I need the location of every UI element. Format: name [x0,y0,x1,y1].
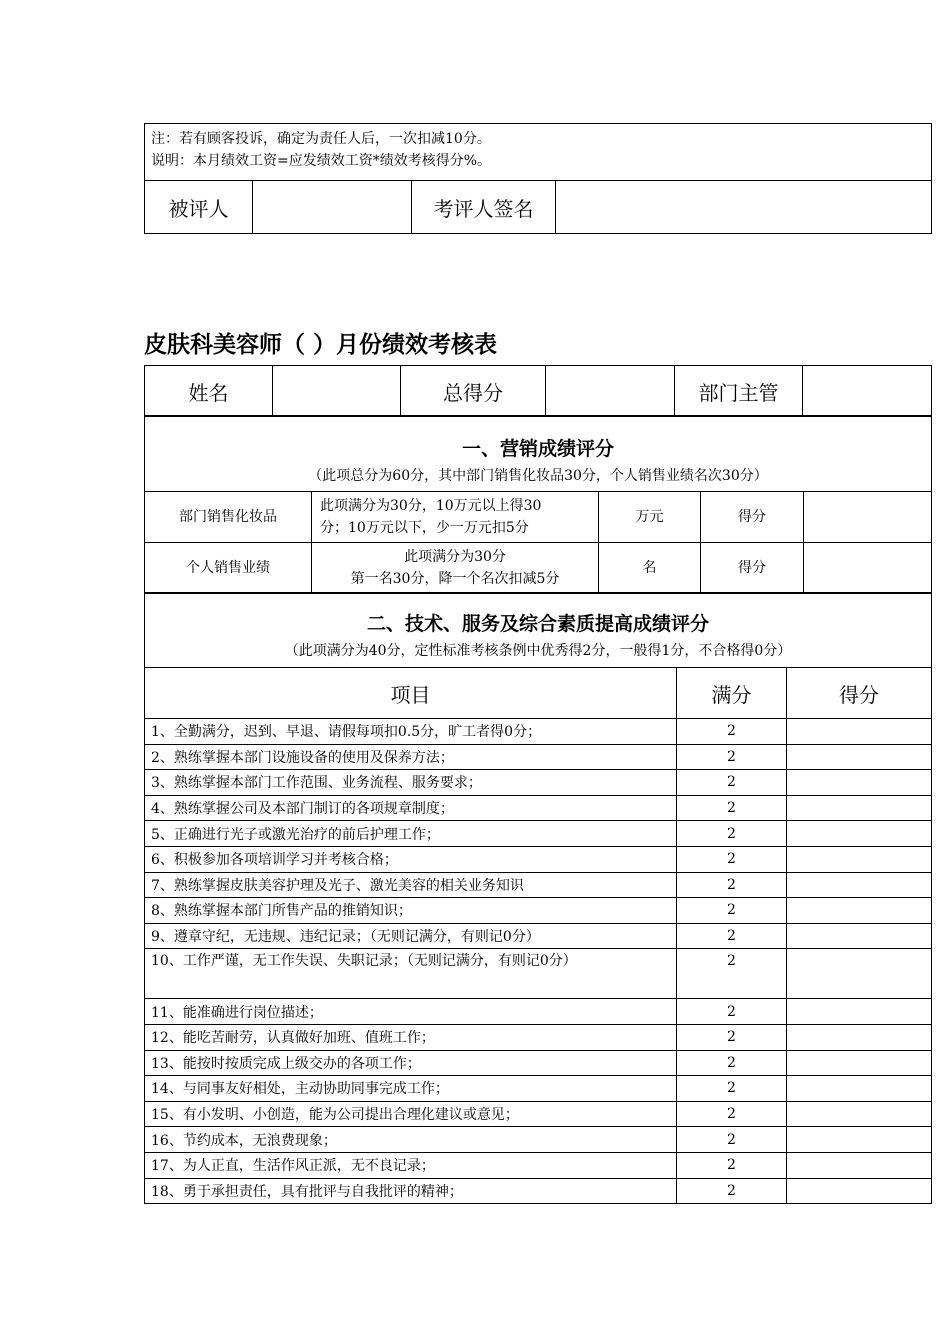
item-full-score: 2 [677,923,787,949]
item-score-field[interactable] [787,1152,932,1178]
table-row [145,949,932,999]
item-full-score: 2 [677,770,787,796]
sales-row-score-label: 得分 [701,492,804,543]
item-full-score: 2 [677,1101,787,1127]
item-score-field[interactable] [787,744,932,770]
item-score-field[interactable] [787,898,932,924]
table-row [145,719,932,745]
item-score-field[interactable] [787,872,932,898]
note-complaint: 注：若有顾客投诉，确定为责任人后，一次扣减10分。 [151,131,491,147]
item-text: 15、有小发明、小创造，能为公司提出合理化建议或意见； [145,1101,677,1127]
section-skills [144,592,931,1204]
dept-head-field[interactable] [803,366,932,417]
table-row [145,1050,932,1076]
table-row [145,999,932,1025]
sales-row-score-label: 得分 [701,543,804,594]
table-row [145,1127,932,1153]
item-text: 12、能吃苦耐劳，认真做好加班、值班工作； [145,1024,677,1050]
table-row [145,898,932,924]
name-label: 姓名 [145,366,273,417]
sales-row-label: 个人销售业绩 [145,543,312,594]
evaluatee-label: 被评人 [145,181,253,234]
sales-row-unit: 名 [599,543,701,594]
item-text: 4、熟练掌握公司及本部门制订的各项规章制度； [145,795,677,821]
dept-head-label: 部门主管 [675,366,803,417]
item-score-field[interactable] [787,923,932,949]
item-full-score: 2 [677,1178,787,1204]
section-skills-header [145,593,932,668]
item-text: 2、熟练掌握本部门设施设备的使用及保养方法； [145,744,677,770]
item-full-score: 2 [677,744,787,770]
sales-row-personal [145,543,932,594]
section-skills-title: 二、技术、服务及综合素质提高成绩评分 [367,613,710,635]
section-sales-subtitle: （此项总分为60分，其中部门销售化妆品30分，个人销售业绩名次30分） [308,467,768,484]
table-row [145,872,932,898]
item-text: 1、全勤满分，迟到、早退、请假每项扣0.5分，旷工者得0分； [145,719,677,745]
sales-row-desc-line2: 第一名30分，降一个名次扣减5分 [350,571,560,587]
sales-row-desc-line1: 此项满分为30分 [404,549,506,565]
item-text: 9、遵章守纪，无违规、违纪记录；（无则记满分，有则记0分） [145,923,677,949]
section-skills-subtitle: （此项满分为40分，定性标准考核条例中优秀得2分，一般得1分，不合格得0分） [284,643,792,659]
table-row [145,744,932,770]
evaluator-signature-label: 考评人签名 [412,181,556,234]
item-text: 18、勇于承担责任，具有批评与自我批评的精神； [145,1178,677,1204]
sales-row-unit: 万元 [599,492,701,543]
sales-row-desc [312,492,599,543]
sales-row-score-field[interactable] [804,543,932,594]
item-score-field[interactable] [787,795,932,821]
item-text: 10、工作严谨，无工作失误、失职记录；（无则记满分，有则记0分） [145,949,677,999]
item-full-score: 2 [677,949,787,999]
item-score-field[interactable] [787,846,932,872]
total-score-field[interactable] [546,366,675,417]
item-text: 8、熟练掌握本部门所售产品的推销知识； [145,898,677,924]
item-text: 3、熟练掌握本部门工作范围、业务流程、服务要求； [145,770,677,796]
col-header-full-score: 满分 [677,668,787,719]
total-score-label: 总得分 [401,366,546,417]
table-row [145,1101,932,1127]
item-score-field[interactable] [787,999,932,1025]
item-full-score: 2 [677,821,787,847]
name-field[interactable] [273,366,401,417]
item-score-field[interactable] [787,770,932,796]
sales-row-desc-line2: 分；10万元以下，少一万元扣5分 [320,520,529,536]
table-row [145,795,932,821]
item-score-field[interactable] [787,1178,932,1204]
item-score-field[interactable] [787,821,932,847]
note-cell [145,124,932,181]
item-score-field[interactable] [787,1127,932,1153]
sales-row-desc [312,543,599,594]
evaluatee-field[interactable] [253,181,412,234]
table-row [145,821,932,847]
item-text: 13、能按时按质完成上级交办的各项工作； [145,1050,677,1076]
item-full-score: 2 [677,1152,787,1178]
item-full-score: 2 [677,1076,787,1102]
note-salary-formula: 说明：本月绩效工资=应发绩效工资*绩效考核得分%。 [151,153,492,169]
section-sales-title: 一、营销成绩评分 [462,437,615,460]
header-block [144,365,931,417]
table-row [145,846,932,872]
item-text: 5、正确进行光子或激光治疗的前后护理工作； [145,821,677,847]
item-full-score: 2 [677,898,787,924]
section-sales [144,415,931,594]
item-score-field[interactable] [787,1050,932,1076]
item-full-score: 2 [677,1127,787,1153]
top-note-block [144,123,931,234]
item-full-score: 2 [677,1050,787,1076]
item-text: 14、与同事友好相处，主动协助同事完成工作； [145,1076,677,1102]
item-text: 11、能准确进行岗位描述； [145,999,677,1025]
item-full-score: 2 [677,795,787,821]
item-full-score: 2 [677,872,787,898]
item-text: 16、节约成本，无浪费现象； [145,1127,677,1153]
sales-row-score-field[interactable] [804,492,932,543]
table-row [145,1076,932,1102]
item-full-score: 2 [677,846,787,872]
sales-row-label: 部门销售化妆品 [145,492,312,543]
table-row [145,1178,932,1204]
item-score-field[interactable] [787,1076,932,1102]
table-row [145,1024,932,1050]
item-score-field[interactable] [787,949,932,999]
item-score-field[interactable] [787,1024,932,1050]
section-sales-header [145,416,932,492]
col-header-score: 得分 [787,668,932,719]
col-header-item: 项目 [145,668,677,719]
table-row [145,1152,932,1178]
table-row [145,770,932,796]
sales-row-desc-line1: 此项满分为30分，10万元以上得30 [320,498,542,514]
item-score-field[interactable] [787,1101,932,1127]
item-text: 6、积极参加各项培训学习并考核合格； [145,846,677,872]
item-text: 7、熟练掌握皮肤美容护理及光子、激光美容的相关业务知识 [145,872,677,898]
evaluator-signature-field[interactable] [556,181,932,234]
sales-row-dept [145,492,932,543]
item-text: 17、为人正直，生活作风正派，无不良记录； [145,1152,677,1178]
table-row [145,923,932,949]
form-title: 皮肤科美容师（ ）月份绩效考核表 [144,332,498,358]
item-score-field[interactable] [787,719,932,745]
item-full-score: 2 [677,999,787,1025]
item-full-score: 2 [677,1024,787,1050]
item-full-score: 2 [677,719,787,745]
